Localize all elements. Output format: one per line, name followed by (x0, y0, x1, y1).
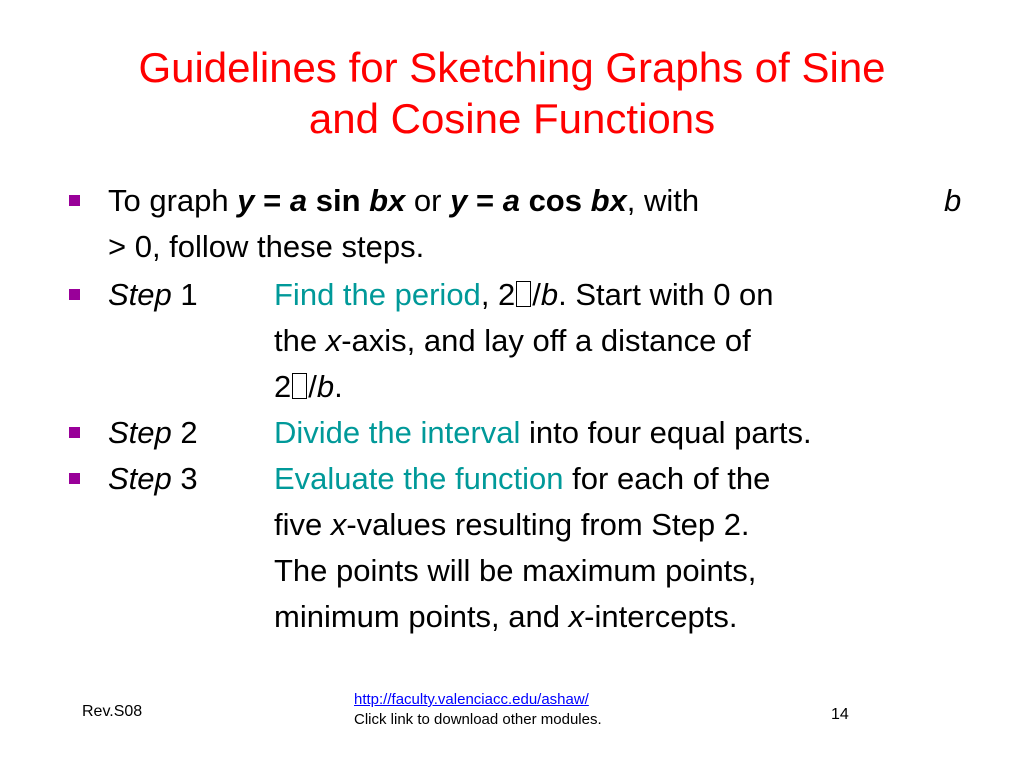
eq-var: a (502, 183, 520, 218)
step-text-part: / (308, 369, 317, 404)
step-line (274, 594, 984, 640)
intro-text: or (405, 183, 451, 218)
eq-var: x (330, 507, 347, 542)
bullet-square-icon (69, 473, 80, 484)
intro-text: , with (626, 183, 700, 218)
bullet-list (64, 178, 984, 640)
eq-var-b: b (944, 183, 962, 218)
eq-var: b (540, 277, 559, 312)
eq-sign: = (254, 183, 290, 218)
eq-var: x (568, 599, 585, 634)
step-word: Step (108, 415, 172, 450)
step-word: Step (108, 277, 172, 312)
missing-glyph-icon (292, 373, 307, 399)
step-number: 3 (171, 461, 198, 496)
step-text-part: -values resulting from Step 2. (346, 507, 750, 542)
step-line (274, 272, 984, 318)
title-line-2: and Cosine Functions (308, 95, 716, 142)
page-number: 14 (831, 706, 849, 723)
step-label (108, 272, 274, 410)
bullet-step-3 (64, 456, 984, 640)
step-text-part: the (274, 323, 326, 358)
eq-var: x (325, 323, 342, 358)
step-text (274, 410, 984, 456)
step-text-part: five (274, 507, 331, 542)
step-text-part: 2 (274, 369, 292, 404)
step-text (274, 272, 984, 410)
intro-line-1 (108, 178, 984, 224)
revision-label: Rev.S08 (82, 703, 143, 720)
footer-center (354, 690, 602, 730)
step-line (274, 364, 984, 410)
footer-note: Click link to download other modules. (354, 711, 602, 728)
step-label (108, 410, 274, 456)
bullet-step-2 (64, 410, 984, 456)
eq-func: cos (519, 183, 591, 218)
eq-func: sin (307, 183, 370, 218)
step-number: 1 (171, 277, 198, 312)
step-text-part: , 2 (480, 277, 516, 312)
step-line (274, 502, 984, 548)
step-text-part: into four equal parts. (520, 415, 812, 450)
bullet-step-1 (64, 272, 984, 410)
step-text-part: minimum points, and (274, 599, 569, 634)
step-text-part: / (532, 277, 541, 312)
step-highlight: Find the period (274, 277, 481, 312)
step-text-part: . Start with 0 on (558, 277, 774, 312)
bullet-square-icon (69, 195, 80, 206)
step-line (274, 456, 984, 502)
step-highlight: Divide the interval (274, 415, 521, 450)
step-text-part: for each of the (563, 461, 771, 496)
module-link[interactable]: http://faculty.valenciacc.edu/ashaw/ (354, 691, 589, 708)
eq-var: bx (369, 183, 406, 218)
step-text (274, 456, 984, 640)
eq-var: b (316, 369, 335, 404)
step-text-part: -axis, and lay off a distance of (341, 323, 751, 358)
eq-var: bx (590, 183, 627, 218)
eq-var: a (289, 183, 308, 218)
eq-var: y (450, 183, 468, 218)
slide-title (0, 42, 1024, 144)
step-label (108, 456, 274, 640)
step-word: Step (108, 461, 172, 496)
eq-sign: = (467, 183, 503, 218)
intro-line-2: > 0, follow these steps. (108, 229, 425, 264)
bullet-square-icon (69, 289, 80, 300)
title-line-1: Guidelines for Sketching Graphs of Sine (138, 44, 886, 91)
step-line (274, 410, 984, 456)
bullet-square-icon (69, 427, 80, 438)
bullet-intro (64, 178, 984, 270)
step-text-part: . (334, 369, 343, 404)
intro-text: To graph (108, 183, 238, 218)
step-line (274, 318, 984, 364)
step-line: The points will be maximum points, (274, 553, 757, 588)
missing-glyph-icon (516, 281, 531, 307)
step-highlight: Evaluate the function (274, 461, 564, 496)
step-number: 2 (171, 415, 198, 450)
step-text-part: -intercepts. (584, 599, 738, 634)
eq-var: y (237, 183, 255, 218)
